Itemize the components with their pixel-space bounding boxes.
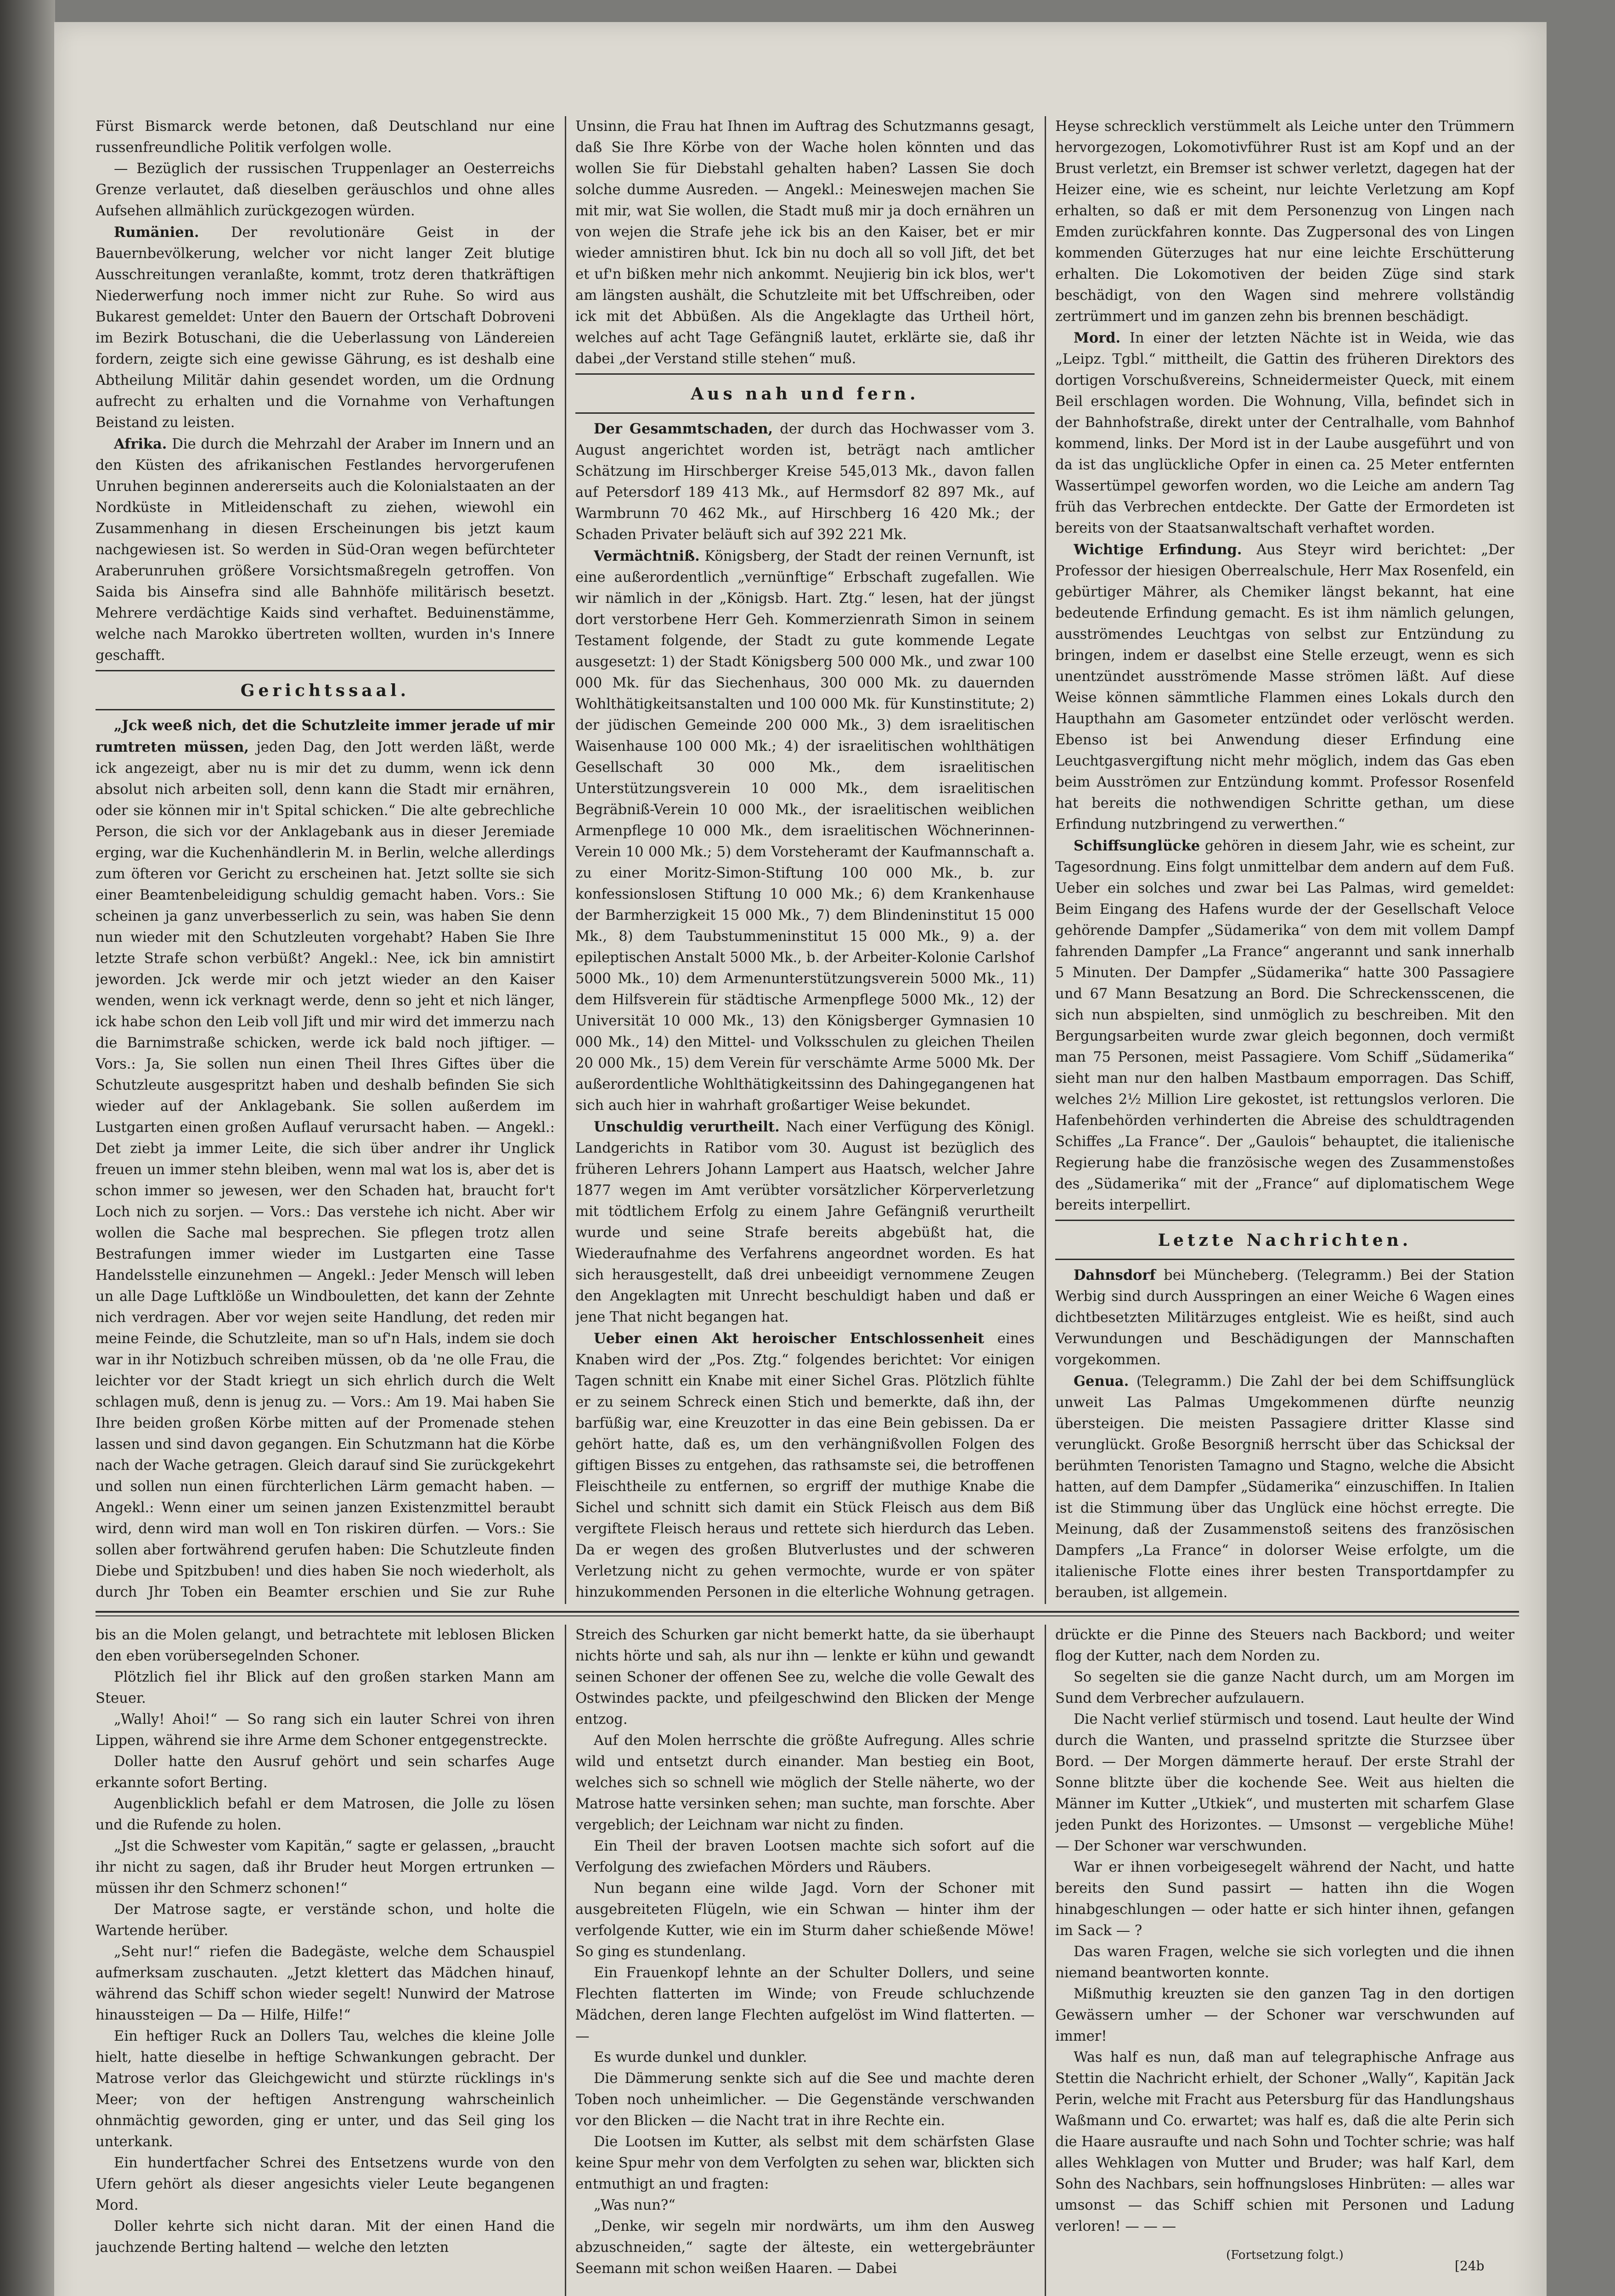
article-body: Aus Steyr wird berichtet: „Der Professor der hiesigen Oberrealschule, Herr Max Rosenfeld, ein gebürtiger Mährer, als Chemiker längst bekannt, hat eine bedeutende Erfindung gemacht. Es ist ihm nämlich gelungen, ausströmendes Leuchtgas von selbst zur Entzündung zu bringen, indem er daselbst eine Stelle erzeugt, wenn es sich unentzündet ausströmende Masse strömen läßt. Auf diese Weise können sämmtliche Flammen eines Lokals durch den Haupthahn am Gasometer entzündet oder verlöscht werden. Ebenso ist bei Anwendung dieser Erfindung eine Leuchtgasvergiftung nicht mehr möglich, indem das Gas eben beim Ausströmen zur Entzündung kommt. Professor Rosenfeld hat bereits die nothwendigen Schritte gethan, um diese Erfindung nutzbringend zu verwerthen.“ bbox=[1055, 542, 1514, 833]
article-body: Die durch die Mehrzahl der Araber im Innern und an den Küsten des afrikanischen Festlandes hervorgerufenen Unruhen beginnen andererseits auch die Kolonialstaaten an der Nordküste in Mitleidenschaft zu ziehen, wiewohl ein Zusammenhang in diesen Erscheinungen bis jetzt kaum nachgewiesen ist. So werden in Süd-Oran wegen befürchteter Araberunruhen größere Vorsichtsmaßregeln getroffen. Von Saida bis Ainsefra sind alle Bahnhöfe militärisch besetzt. Mehrere verdächtige Kaids sind verhaftet. Beduinenstämme, welche nach Marokko übertreten wollten, wurden in's Innere geschafft. bbox=[96, 436, 555, 664]
article-lead: Mord. bbox=[1074, 330, 1121, 346]
section-rule bbox=[1055, 1259, 1514, 1260]
article-lead: Wichtige Erfindung. bbox=[1074, 541, 1242, 558]
article-lead: „Jck weeß nich, det die Schutzleite immer jerade uf mir rumtreten müssen, bbox=[96, 717, 555, 755]
story-paragraph: Augenblicklich befahl er dem Matrosen, die Jolle zu lösen und die Rufende zu holen. bbox=[96, 1796, 555, 1833]
story-paragraph: Es wurde dunkel und dunkler. bbox=[594, 2049, 807, 2065]
article-rumaenien bbox=[96, 222, 555, 433]
story-paragraph: Streich des Schurken gar nicht bemerkt hatte, da sie überhaupt nichts hörte und sah, als nur ihn — lenkte er kühn und gewandt seinen Schoner der offenen See zu, welche die volle Gewalt des Ostwindes packte, und pfeilgeschwind den Blicken der Menge entzog. bbox=[575, 1627, 1035, 1728]
feuilleton-column-1 bbox=[96, 1625, 555, 2296]
section-heading-letzte-nachrichten: Letzte Nachrichten. bbox=[1158, 1231, 1412, 1250]
story-paragraph: „Seht nur!“ riefen die Badegäste, welche dem Schauspiel aufmerksam zuschauten. „Jetzt klettert das Mädchen hinauf, während das Schiff schon wieder segelt! Nunwird der Matrose hinaussteigen — Da — Hilfe, Hilfe!“ bbox=[96, 1944, 555, 2023]
article-body: eines Knaben wird der „Pos. Ztg.“ folgendes berichtet: Vor einigen Tagen schnitt ein Knabe mit einer Sichel Gras. Plötzlich fühlte er zu seinem Schreck einen Stich und bemerkte, daß ihn, der barfüßig war, eine Kreuzotter in das eine Bein gebissen. Da er gehört hatte, daß es, um den verhängnißvollen Folgen des giftigen Bisses zu entgehen, das rathsamste sei, die betroffenen Fleischtheile zu entfernen, so ergriff der muthige Knabe die Sichel und schnitt sich damit ein Stück Fleisch aus dem Biß vergiftete Fleisch heraus und rettete sich hierdurch das Leben. Da er wegen des großen Blutverlustes und der schweren Verletzung nicht zu gehen vermochte, wurde er von später hinzukommenden Personen in die elterliche Wohnung getragen. bbox=[575, 1331, 1035, 1600]
article-lead: Afrika. bbox=[114, 436, 167, 452]
article-lead: Dahnsdorf bbox=[1074, 1267, 1156, 1283]
section-rule bbox=[96, 709, 555, 710]
article-lead: Rumänien. bbox=[114, 224, 199, 241]
book-spine bbox=[0, 0, 55, 2296]
article-mord bbox=[1055, 327, 1514, 539]
feuilleton-rule bbox=[96, 1615, 1519, 1616]
article-body: In einer der letzten Nächte ist in Weida, wie das „Leipz. Tgbl.“ mittheilt, die Gattin des früheren Direktors des dortigen Vorschußvereins, Schneidermeister Queck, mit einem Beil erschlagen worden. Die Wohnung, Villa, befindet sich in der Bahnhofstraße, direkt unter der Centralhalle, vom Bahnhof kommend, links. Der Mord ist in der Laube ausgeführt und von da ist das unglückliche Opfer in einen ca. 25 Meter entfernten Wassertümpel geworfen worden, wo die Leiche am andern Tag früh das Verbrechen entdeckte. Der Gatte der Ermordeten ist bereits von der Staatsanwaltschaft verhaftet worden. bbox=[1055, 330, 1514, 536]
column-divider bbox=[1045, 116, 1046, 1604]
article-heroisch bbox=[575, 1328, 1035, 1604]
story-paragraph: Mißmuthig kreuzten sie den ganzen Tag in den dortigen Gewässern umher — der Schoner war verschwunden auf immer! bbox=[1055, 1986, 1514, 2044]
story-paragraph: drückte er die Pinne des Steuers nach Backbord; und weiter flog der Kutter, nach dem Norden zu. bbox=[1055, 1627, 1514, 1664]
column-3 bbox=[1055, 116, 1514, 1604]
article-lead: Genua. bbox=[1074, 1373, 1129, 1390]
story-paragraph: Das waren Fragen, welche sie sich vorlegten und die ihnen niemand beantworten konnte. bbox=[1055, 1944, 1514, 1981]
article-body: (Telegramm.) Die Zahl der bei dem Schiffsunglück unweit Las Palmas Umgekommenen dürfte neunzig übersteigen. Die meisten Passagiere dritter Klasse sind verunglückt. Große Besorgniß herrscht über das Schicksal der berühmten Tenoristen Tamagno und Stagno, welche die Absicht hatten, auf dem Dampfer „Südamerika“ einzuschiffen. In Italien ist die Stimmung über das Unglück eine höchst erregte. Die Meinung, daß der Zusammenstoß seitens des französischen Dampfers „La France“ in dolorser Weise erfolgte, um die italienische Flotte eines ihrer besten Transportdampfer zu berauben, ist allgemein. bbox=[1055, 1373, 1514, 1601]
feuilleton-rule bbox=[96, 1611, 1519, 1613]
article-body: Nach einer Verfügung des Königl. Landgerichts in Ratibor vom 30. August ist bezüglich des früheren Lehrers Johann Lampert aus Haatsch, welcher Jahre 1877 wegen im Amt verübter vorsätzlicher Körperverletzung mit tödtlichem Erfolg zu einem Jahre Gefängniß verurtheilt wurde und seine Strafe bereits abgebüßt hat, die Wiederaufnahme des Verfahrens angeordnet worden. Es hat sich herausgestellt, daß drei unbeeidigt vernommene Zeugen den Angeklagten mit Unrecht beschuldigt haben und daß er jene That nicht begangen hat. bbox=[575, 1119, 1035, 1325]
article-lead: Schiffsunglücke bbox=[1074, 838, 1200, 854]
column-1 bbox=[96, 116, 555, 1604]
article-genua bbox=[1055, 1371, 1514, 1604]
article-body: der durch das Hochwasser vom 3. August angerichtet worden ist, beträgt nach amtlicher Schätzung im Hirschberger Kreise 545,013 Mk., davon fallen auf Petersdorf 189 413 Mk., auf Hermsdorf 82 897 Mk., auf Warmbrunn 70 462 Mk., auf Hirschberg 16 420 Mk.; der Schaden Privater beläuft sich auf 392 221 Mk. bbox=[575, 421, 1035, 543]
article-lead: Unschuldig verurtheilt. bbox=[594, 1119, 780, 1135]
feuilleton-column-2 bbox=[575, 1625, 1035, 2296]
story-paragraph: „Denke, wir segeln mir nordwärts, um ihm den Ausweg abzuschneiden,“ sagte der älteste, ein wettergebräunter Seemann mit schon weißen Haaren. — Dabei bbox=[575, 2218, 1035, 2277]
article-body: Königsberg, der Stadt der reinen Vernunft, ist eine außerordentlich „vernünftige“ Erbschaft zugefallen. Wie wir nämlich in der „Königsb. Hart. Ztg.“ lesen, hat der jüngst dort verstorbene Herr Geh. Kommerzienrath Simon in seinem Testament folgende, der Stadt zu gute kommende Legate ausgesetzt: 1) der Stadt Königsberg 500 000 Mk., und zwar 100 000 Mk. für das Siechenhaus, 300 000 Mk. zu dauernden Wohlthätigkeitsanstalten und 100 000 Mk. für Kunstinstitute; 2) der jüdischen Gemeinde 200 000 Mk., 3) dem israelitischen Waisenhause 100 000 Mk.; 4) der israelitischen wohlthätigen Gesellschaft 30 000 Mk., dem israelitischen Unterstützungsverein 10 000 Mk., dem israelitischen Begräbniß-Verein 10 000 Mk., der israelitischen weiblichen Armenpflege 10 000 Mk., dem israelitischen Wöchnerinnen-Verein 10 000 Mk.; 5) dem Vorsteheramt der Kaufmannschaft a. zu einer Moritz-Simon-Stiftung 100 000 Mk., b. zur konfessionslosen Stiftung 10 000 Mk.; 6) dem Krankenhause der Barmherzigkeit 15 000 Mk., 7) dem Blindeninstitut 15 000 Mk., 8) dem Taubstummeninstitut 15 000 Mk., 9) a. der epileptischen Anstalt 5000 Mk., b. der Arbeiter-Kolonie Carlshof 5000 Mk., 10) dem Armenunterstützungsverein 5000 Mk., 11) dem Hilfsverein für städtische Armenpflege 5000 Mk., 12) der Universität 10 000 Mk., 13) den Königsberger Gymnasien 10 000 Mk., 14) den Mittel- und Volksschulen zu gleichen Theilen 20 000 Mk., 15) dem Verein für verschämte Arme 5000 Mk. Der außerordentliche Wohlthätigkeitssinn des Dahingegangenen hat sich auch hier in wahrhaft großartiger Weise bekundet. bbox=[575, 548, 1035, 1114]
section-rule bbox=[575, 412, 1035, 414]
article-vermaechtniss bbox=[575, 546, 1035, 1116]
article-text: Heyse schrecklich verstümmelt als Leiche unter den Trümmern hervorgezogen, Lokomotivführer Rust ist am Kopf und an der Brust verletzt, ein Bremser ist schwer verletzt, dagegen hat der Heizer eine, wie es scheint, nur leichte Verletzung am Kopf erhalten, so daß er mit dem Personenzug von Lingen nach Emden zurückfahren konnte. Das Zugpersonal des von Lingen kommenden Güterzuges hat nur eine leichte Erschütterung erhalten. Die Lokomotiven der beiden Züge sind stark beschädigt, von den Wagen sind mehrere vollständig zertrümmert und im ganzen zehn bis brennen beschädigt. bbox=[1055, 118, 1514, 325]
story-paragraph: Ein hundertfacher Schrei des Entsetzens wurde von den Ufern gehört als dieser angesichts vieler Leute begangenen Mord. bbox=[96, 2155, 555, 2213]
article-schiffsunglueck bbox=[1055, 835, 1514, 1216]
section-heading-gerichtssaal: Gerichtssaal. bbox=[240, 681, 410, 700]
article-text: Fürst Bismarck werde betonen, daß Deutschland nur eine russenfreundliche Politik verfolgen wolle. bbox=[96, 118, 555, 156]
story-paragraph: Die Nacht verlief stürmisch und tosend. Laut heulte der Wind durch die Wanten, und prasselnd spritzte die Sturzsee über Bord. — Der Morgen dämmerte herauf. Der erste Strahl der Sonne blitzte über die kochende See. Weit aus hielten die Männer im Kutter „Utkiek“, und musterten mit scharfem Glase jeden Punkt des Horizontes. — Umsonst — vergebliche Mühe! — Der Schoner war verschwunden. bbox=[1055, 1711, 1514, 1854]
article-lead: Der Gesammtschaden, bbox=[594, 421, 773, 437]
column-2 bbox=[575, 116, 1035, 1604]
article-body: gehören in diesem Jahr, wie es scheint, zur Tagesordnung. Eins folgt unmittelbar dem andern auf dem Fuß. Ueber ein solches und zwar bei Las Palmas, wird gemeldet: Beim Eingang des Hafens wurde der der Gesellschaft Veloce gehörende Dampfer „Südamerika“ von dem mit vollem Dampf fahrenden Dampfer „La France“ angerannt und sank innerhalb 5 Minuten. Der Dampfer „Südamerika“ hatte 300 Passagiere und 67 Mann Besatzung an Bord. Die Schreckensscenen, die sich nun abspielten, sind unmöglich zu beschreiben. Mit den Bergungsarbeiten wurde zwar gleich begonnen, doch vermißt man 75 Personen, meist Passagiere. Vom Schiff „Südamerika“ sieht man nur den halben Mastbaum emporragen. Das Schiff, welches 2½ Million Lire gekostet, ist rettungslos verloren. Die Hafenbehörden verhinderten die Abreise des schuldtragenden Schiffes „La France“. Der „Gaulois“ behauptet, die italienische Regierung habe die französische wegen des Zusammenstoßes des „Südamerika“ mit der „France“ auf diplomatischem Wege bereits interpellirt. bbox=[1055, 838, 1514, 1213]
story-paragraph: bis an die Molen gelangt, und betrachtete mit leblosen Blicken den eben vorübersegelnden Schoner. bbox=[96, 1627, 555, 1664]
story-paragraph: Die Lootsen im Kutter, als selbst mit dem schärfsten Glase keine Spur mehr von dem Verfolgten zu sehen war, blickten sich entmuthigt an und fragten: bbox=[575, 2134, 1035, 2192]
story-paragraph: Auf den Molen herrschte die größte Aufregung. Alles schrie wild und entsetzt durch einander. Man bestieg ein Boot, welches sich so schnell wie möglich der Stelle näherte, wo der Matrose hatte versinken sehen; man suchte, man forschte. Aber vergeblich; der Leichnam war nicht zu finden. bbox=[575, 1733, 1035, 1833]
article-gesammtschaden bbox=[575, 418, 1035, 546]
section-heading-aus-nah-und-fern: Aus nah und fern. bbox=[691, 384, 919, 404]
article-gericht bbox=[96, 715, 555, 1604]
article-unschuldig bbox=[575, 1116, 1035, 1328]
continuation-note: (Fortsetzung folgt.) bbox=[1226, 2248, 1344, 2262]
article-lead: Vermächtniß. bbox=[594, 548, 700, 564]
story-paragraph: Ein Frauenkopf lehnte an der Schulter Dollers, und seine Flechten flatterten im Winde; von Freude schluchzende Mädchen, deren lange Flechten aufgelöst im Wind flatterten. — — bbox=[575, 1965, 1035, 2044]
story-paragraph: Was half es nun, daß man auf telegraphische Anfrage aus Stettin die Nachricht erhielt, der Schoner „Wally“, Kapitän Jack Perin, welche mit Fracht aus Petersburg für das Handlungshaus Waßmann und Co. erwartet; was half es, daß die alte Perin sich die Haare ausraufte und nach Sohn und Tochter schrie; was half alles Wehklagen von Mutter und Bruder; was half Karl, dem Sohn des Nachbars, sein hoffnungsloses Hinbrüten: — alles war umsonst — das Schiff schien mit Personen und Ladung verloren! — — — bbox=[1055, 2049, 1514, 2234]
column-divider bbox=[1045, 1625, 1046, 2296]
article-body: Der revolutionäre Geist in der Bauernbevölkerung, welcher vor nicht langer Zeit blutige Ausschreitungen veranlaßte, kommt, trotz deren thatkräftigen Niederwerfung noch immer nicht zur Ruhe. So wird aus Bukarest gemeldet: Unter den Bauern der Ortschaft Dobroveni im Bezirk Botuschani, die die Ueberlassung von Ländereien fordern, zeigte sich eine gewisse Gährung, es ist deshalb eine Abtheilung Militär dahin gesendet worden, um die Ordnung aufrecht zu erhalten und die Vornahme von Verhaftungen Beistand zu leisten. bbox=[96, 225, 555, 431]
article-dahnsdorf bbox=[1055, 1265, 1514, 1371]
story-paragraph: Ein Theil der braven Lootsen machte sich sofort auf die Verfolgung des zwiefachen Mörders und Räubers. bbox=[575, 1838, 1035, 1875]
story-paragraph: Die Dämmerung senkte sich auf die See und machte deren Toben noch unheimlicher. — Die Gegenstände verschwanden vor den Blicken — die Nacht trat in ihre Rechte ein. bbox=[575, 2071, 1035, 2129]
story-paragraph: Nun begann eine wilde Jagd. Vorn der Schoner mit ausgebreiteten Flügeln, wie ein Schwan — hinter ihm der verfolgende Kutter, wie ein im Sturm daher schießende Möwe! So ging es stundenlang. bbox=[575, 1880, 1035, 1960]
article-body: jeden Dag, den Jott werden läßt, werde ick angezeigt, aber nu is mir det zu dumm, wenn ick denn absolut nich arbeiten soll, denn kann die Stadt mir ernähren, oder sie können mir in't Spital schicken.“ Die alte gebrechliche Person, die sich vor der Anklagebank aus in dieser Jeremiade erging, war die Kuchenhändlerin M. in Berlin, welche allerdings zum öfteren vor Gericht zu erscheinen hat. Jetzt sollte sie sich einer Beamtenbeleidigung schuldig gemacht haben. Vors.: Sie scheinen ja ganz unverbesserlich zu sein, was haben Sie denn nun wieder mit den Schutzleuten vorgehabt? Haben Sie Ihre letzte Strafe schon verbüßt? Angekl.: Nee, ick bin amnistirt jeworden. Jck werde mir och jetzt wieder an den Kaiser wenden, wenn ick verknagt werde, denn so jeht et nich länger, ick habe schon den Leib voll Jift und mir wird det immerzu nach die Barnimstraße schicken, werde ick bald noch jiftiger. — Vors.: Ja, Sie sollen nun einen Theil Ihres Giftes über die Schutzleute ausgespritzt haben und deshalb befinden Sie sich wieder auf der Anklagebank. Sie sollen außerdem im Lustgarten einen großen Auflauf verursacht haben. — Angekl.: Det ziebt ja immer Leite, die sich über andrer ihr Unglick freuen un immer stehn bleiben, wenn mal wat los is, aber det is schon immer so jewesen, wer den Schaden hat, braucht for't Loch nich zu sorjen. — Vors.: Das verstehe ich nicht. Aber wir wollen die Sache mal besprechen. Sie pflegen trotz allen Bestrafungen immer wieder im Lustgarten eine Tasse Handelsstelle einzunehmen — Angekl.: Jeder Mensch will leben un alle Dage Luftklöße un Windbouletten, det kann der Zehnte nich verdragen. Aber vor wejen seite Handlung, det reden mir meine Feinde, die Schutzleite, man so uf'n Hals, indem sie doch war in ihr Notizbuch schreiben müssen, ob da 'ne olle Frau, die leichter vor der Stadt kriegt un sich ehrlich durch die Welt schlagen muß, denn is jenug zu. — Vors.: Am 19. Mai haben Sie Ihre beiden großen Körbe mitten auf der Promenade stehen lassen und sind davon gegangen. Ein Schutzmann hat die Körbe nach der Wache getragen. Gleich darauf sind Sie zurückgekehrt und sollen nun einen fürchterlichen Lärm gemacht haben. — Angekl.: Wenn einer um seinen janzen Existenzmittel beraubt wird, denn wird man woll en Ton riskiren dürfen. — Vors.: Sie sollen aber fortwährend gerufen haben: Die Schutzleute finden Diebe und Spitzbuben! und dies haben Sie noch wiederholt, als durch Jhr Toben ein Beamter erschien und Sie zur Ruhe bbox=[96, 739, 555, 1600]
story-paragraph: Der Matrose sagte, er verstände schon, und holte die Wartende herüber. bbox=[96, 1902, 555, 1939]
article-lead: Ueber einen Akt heroischer Entschlossenheit bbox=[594, 1330, 985, 1347]
story-paragraph: Doller hatte den Ausruf gehört und sein scharfes Auge erkannte sofort Berting. bbox=[96, 1754, 555, 1791]
story-paragraph: Plötzlich fiel ihr Blick auf den großen starken Mann am Steuer. bbox=[96, 1669, 555, 1706]
newspaper-page bbox=[54, 22, 1547, 2296]
article-text: — Bezüglich der russischen Truppenlager an Oesterreichs Grenze verlautet, daß dieselben geräuschlos und ohne alles Aufsehen allmählich zurückgezogen würden. bbox=[96, 161, 555, 219]
section-rule bbox=[96, 670, 555, 671]
section-rule bbox=[1055, 1220, 1514, 1221]
column-divider bbox=[565, 116, 566, 1604]
article-body: bei Müncheberg. (Telegramm.) Bei der Station Werbig sind durch Ausspringen an einer Weiche 6 Wagen eines dichtbesetzten Militärzuges entgleist. Wie es heißt, sind auch Verwundungen und Beschädigungen der Mannschaften vorgekommen. bbox=[1055, 1267, 1514, 1368]
story-paragraph: War er ihnen vorbeigesegelt während der Nacht, und hatte bereits den Sund passirt — hatten ihn die Wogen hinabgeschlungen — oder hatte er sich hinter ihnen, gefangen im Sack — ? bbox=[1055, 1859, 1514, 1939]
page-reference: [24b bbox=[1455, 2258, 1485, 2273]
article-erfindung bbox=[1055, 539, 1514, 835]
article-afrika bbox=[96, 433, 555, 666]
column-divider bbox=[565, 1625, 566, 2296]
section-rule bbox=[575, 373, 1035, 375]
feuilleton-column-3 bbox=[1055, 1625, 1514, 2296]
story-paragraph: Doller kehrte sich nicht daran. Mit der einen Hand die jauchzende Berting haltend — welche den letzten bbox=[96, 2218, 555, 2256]
story-paragraph: „Wally! Ahoi!“ — So rang sich ein lauter Schrei von ihren Lippen, während sie ihre Arme dem Schoner entgegenstreckte. bbox=[96, 1711, 555, 1749]
story-paragraph: Ein heftiger Ruck an Dollers Tau, welches die kleine Jolle hielt, hatte dieselbe in heftige Schwankungen gebracht. Der Matrose verlor das Gleichgewicht und stürzte rücklings in's Meer; von der heftigen Anstrengung wahrscheinlich ohnmächtig geworden, ging er unter, und das Seil ging los unterkank. bbox=[96, 2028, 555, 2150]
story-paragraph: So segelten sie die ganze Nacht durch, um am Morgen im Sund dem Verbrecher aufzulauern. bbox=[1055, 1669, 1514, 1706]
article-text: Unsinn, die Frau hat Ihnen im Auftrag des Schutzmanns gesagt, daß Sie Ihre Körbe von der Wache holen könnten und das wollen Sie für Diebstahl gehalten haben? Lassen Sie doch solche dumme Ausreden. — Angekl.: Meineswejen machen Sie mit mir, wat Sie wollen, die Stadt muß mir ja doch ernähren un von wejen die Strafe jehe ick bis an den Kaiser, bet er mir wieder amnistiren bhut. Ick bin nu doch all so voll Jift, det bet et uf'n bißken mehr nich ankommt. Neujierig bin ick blos, wer't am längsten aushält, die Schutzleite mit bet Uffschreiben, oder ick mit det Abbüßen. Als die Angeklagte das Urtheil hört, welches auf acht Tage Gefängniß lautet, erklärte sie, daß ihr dabei „der Verstand stille stehen“ muß. bbox=[575, 118, 1035, 367]
story-paragraph: „Jst die Schwester vom Kapitän,“ sagte er gelassen, „braucht ihr nicht zu sagen, daß ihr Bruder heut Morgen ertrunken — müssen ihr den Schmerz schonen!“ bbox=[96, 1838, 555, 1896]
story-paragraph: „Was nun?“ bbox=[594, 2197, 675, 2213]
